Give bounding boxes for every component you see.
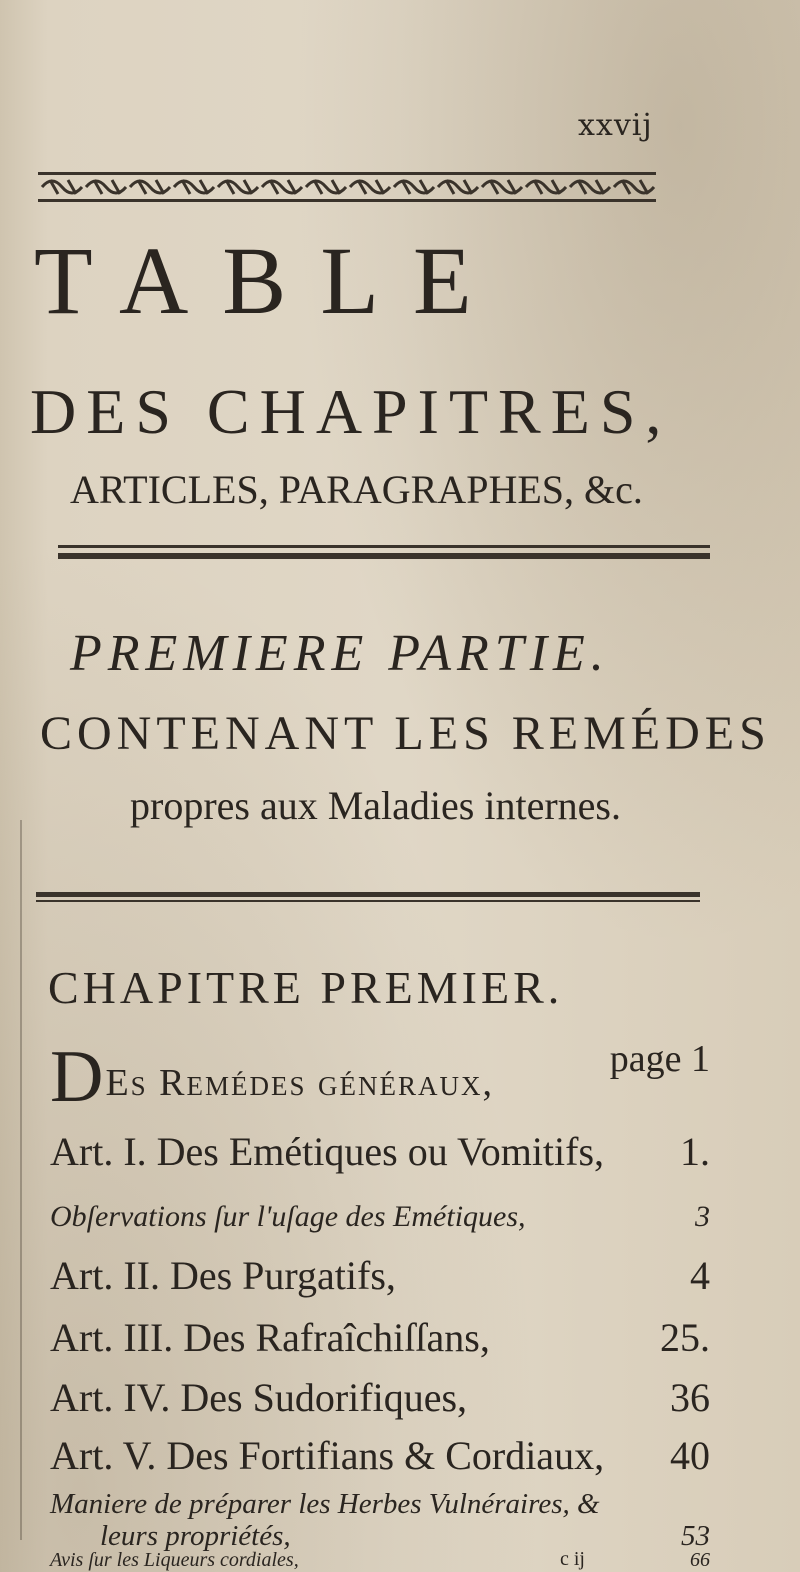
entry-page: 1. [680, 1129, 710, 1174]
entry-page: 25. [660, 1315, 710, 1360]
toc-entry [50, 1550, 710, 1572]
toc-entry [50, 1036, 710, 1118]
entry-text: Art. V. Des Fortifians & Cordiaux, [50, 1433, 605, 1478]
entry-text: Avis ſur les Liqueurs cordiales, [50, 1549, 299, 1571]
entry-page: 36 [670, 1375, 710, 1420]
articles-heading: ARTICLES, PARAGRAPHES, &c. [70, 467, 643, 512]
entry-page: 4 [690, 1253, 710, 1298]
entry-text: Maniere de préparer les Herbes Vulnéraires, & [50, 1488, 600, 1520]
entry-page: 66 [690, 1549, 710, 1571]
toc-entry [50, 1433, 710, 1482]
toc-entry [50, 1375, 710, 1424]
chapter-heading: CHAPITRE PREMIER. [48, 962, 564, 1013]
signature-mark: c ij [560, 1548, 585, 1570]
double-rule-top-a [58, 545, 710, 548]
section-rule-a [36, 892, 700, 897]
entry-text: leurs propriétés, [100, 1520, 291, 1552]
entry-text: Art. III. Des Rafraîchiſſans, [50, 1315, 490, 1360]
entry-text: Art. IV. Des Sudorifiques, [50, 1375, 468, 1420]
entry-page: 40 [670, 1433, 710, 1478]
entry-text [50, 1036, 495, 1118]
toc-entry [50, 1129, 710, 1178]
page-folio: xxvij [578, 108, 653, 143]
entry-page: page 1 [609, 1038, 710, 1080]
entry-text: Art. I. Des Emétiques ou Vomitifs, [50, 1129, 605, 1174]
toc-entry [50, 1315, 710, 1364]
section-rule-b [36, 900, 700, 902]
double-rule-top-b [58, 553, 710, 559]
page-fold-edge [20, 820, 22, 1540]
part-heading: PREMIERE PARTIE. [70, 625, 610, 682]
entry-text: Art. II. Des Purgatifs, [50, 1253, 396, 1298]
ornamental-band [38, 168, 656, 206]
contents-subheading: propres aux Maladies internes. [130, 783, 621, 828]
contents-heading: CONTENANT LES REMÉDES [40, 707, 771, 760]
toc-entry [50, 1202, 710, 1238]
drop-cap: D [50, 1036, 104, 1118]
entry-page: 3 [695, 1200, 710, 1233]
entry-text: Obſervations ſur l'uſage des Emétiques, [50, 1200, 526, 1233]
entry-text: Es Remédes généraux, [105, 1062, 495, 1104]
table-heading: TABLE [34, 227, 506, 334]
toc-entry [50, 1253, 710, 1302]
entry-page: 53 [681, 1520, 710, 1552]
chapters-heading: DES CHAPITRES, [30, 376, 672, 447]
